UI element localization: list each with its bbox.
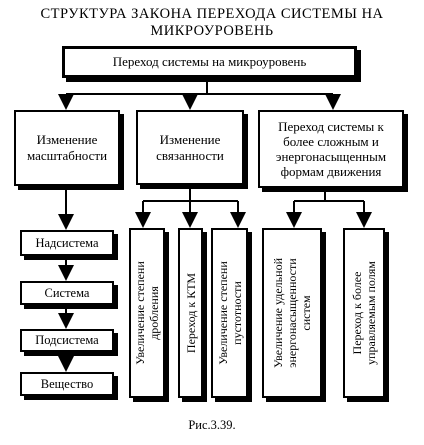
branch-scale-line-1: Изменение — [36, 132, 98, 147]
branch-connectivity-box — [136, 110, 244, 185]
scale-item-subsystem — [20, 329, 114, 352]
scale-item-substance — [20, 372, 114, 396]
conn-frag-line-1: Увеличение степени — [133, 261, 147, 365]
conn-void-line-2: пустотности — [229, 281, 244, 345]
complex-fields-line-1: Переход к более — [350, 271, 364, 355]
branch-complex-box — [258, 110, 404, 188]
complex-energy-line-2: энергонасыщенности — [285, 258, 299, 368]
complex-item-fields — [343, 228, 385, 398]
conn-void-line-1: Увеличение степени — [215, 261, 230, 365]
caption-text: Рис.3.39. — [188, 418, 236, 432]
complex-fields-line-2: управляемым полям — [364, 261, 378, 365]
scale-item-label: Надсистема — [35, 235, 99, 250]
scale-item-label: Система — [44, 285, 90, 300]
scale-item-label: Вещество — [40, 376, 94, 391]
branch-complex-line-1: Переход системы к — [278, 119, 384, 134]
conn-ktm-line-1: Переход к КТМ — [183, 272, 198, 354]
branch-scale-line-2: масштабности — [26, 148, 108, 163]
branch-connectivity-line-2: связанности — [156, 147, 224, 163]
conn-item-voidness — [211, 228, 248, 398]
conn-frag-line-2: дробления — [147, 286, 161, 340]
figure-caption — [0, 418, 424, 433]
title-line-2: МИКРОУРОВЕНЬ — [150, 23, 274, 39]
conn-item-ktm — [178, 228, 203, 398]
branch-complex-line-2: более сложным и — [283, 134, 379, 149]
scale-item-label: Подсистема — [35, 333, 99, 347]
conn-item-fragmentation — [129, 228, 165, 398]
complex-energy-line-3: систем — [299, 295, 313, 331]
complex-energy-line-1: Увеличение удельной — [271, 258, 285, 368]
title-line-1: СТРУКТУРА ЗАКОНА ПЕРЕХОДА СИСТЕМЫ НА — [40, 6, 384, 22]
top-box — [62, 46, 357, 78]
branch-complex-line-3: энергонасыщенным — [275, 149, 387, 164]
top-label: Переход системы на микроуровень — [112, 54, 307, 69]
branch-connectivity-line-1: Изменение — [159, 131, 221, 147]
complex-item-energy — [262, 228, 322, 398]
branch-complex-line-4: формам движения — [280, 164, 382, 179]
diagram-title — [0, 6, 424, 40]
scale-item-supersystem — [20, 230, 114, 256]
scale-item-system — [20, 281, 114, 305]
branch-scale-box — [14, 110, 120, 186]
